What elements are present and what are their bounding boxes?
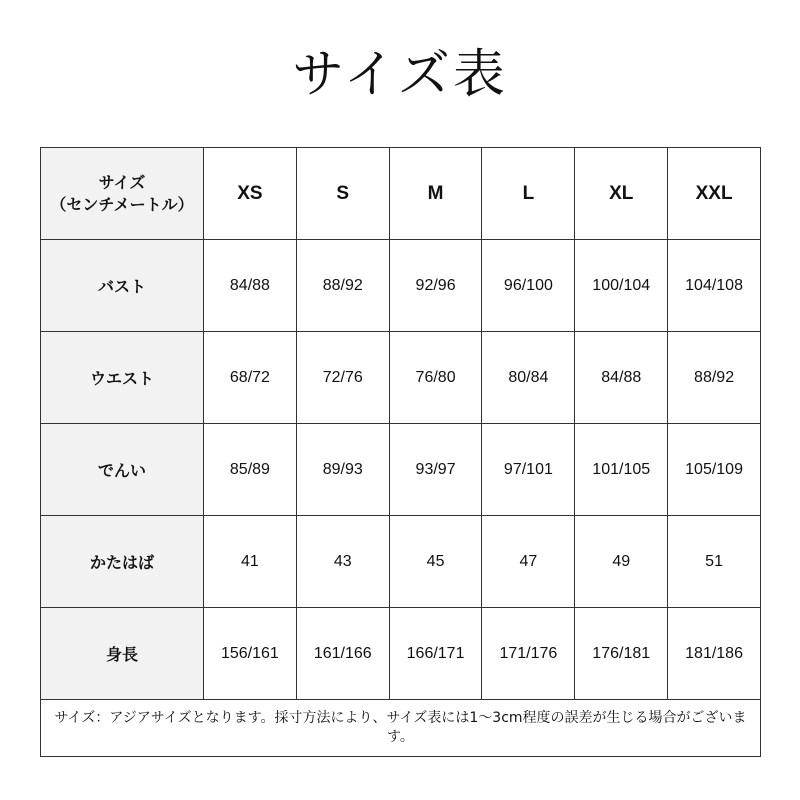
table-cell: 101/105 (575, 424, 668, 516)
table-cell: 104/108 (668, 240, 761, 332)
table-row-waist (41, 332, 761, 424)
table-cell: 76/80 (389, 332, 482, 424)
table-row-shoulder (41, 516, 761, 608)
size-header-s: S (296, 148, 389, 240)
table-cell: 51 (668, 516, 761, 608)
table-cell: 85/89 (204, 424, 297, 516)
table-cell: 84/88 (575, 332, 668, 424)
table-cell: 171/176 (482, 608, 575, 700)
table-cell: 156/161 (204, 608, 297, 700)
table-cell: 176/181 (575, 608, 668, 700)
table-cell: 96/100 (482, 240, 575, 332)
table-cell: 181/186 (668, 608, 761, 700)
table-cell: 105/109 (668, 424, 761, 516)
table-row-hip (41, 424, 761, 516)
table-cell: 161/166 (296, 608, 389, 700)
table-cell: 88/92 (668, 332, 761, 424)
row-label-shoulder: かたはば (41, 516, 204, 608)
table-cell: 88/92 (296, 240, 389, 332)
table-cell: 80/84 (482, 332, 575, 424)
size-header-xl: XL (575, 148, 668, 240)
table-cell: 97/101 (482, 424, 575, 516)
table-cell: 93/97 (389, 424, 482, 516)
table-cell: 89/93 (296, 424, 389, 516)
table-cell: 92/96 (389, 240, 482, 332)
table-note-row (41, 700, 761, 757)
table-row-bust (41, 240, 761, 332)
size-header-m: M (389, 148, 482, 240)
table-cell: 43 (296, 516, 389, 608)
corner-label-unit: （センチメートル） (50, 194, 194, 214)
row-label-bust: バスト (41, 240, 204, 332)
size-header-xxl: XXL (668, 148, 761, 240)
row-label-height: 身長 (41, 608, 204, 700)
table-cell: 84/88 (204, 240, 297, 332)
table-corner-cell (41, 148, 204, 240)
table-header-row (41, 148, 761, 240)
table-cell: 47 (482, 516, 575, 608)
table-cell: 49 (575, 516, 668, 608)
size-note: サイズ：アジアサイズとなります。採寸方法により、サイズ表には1～3cm程度の誤差が生じる場合がございます。 (41, 700, 761, 757)
table-row-height (41, 608, 761, 700)
table-cell: 72/76 (296, 332, 389, 424)
size-header-xs: XS (204, 148, 297, 240)
page-title: サイズ表 (292, 45, 508, 105)
size-chart-table (40, 147, 761, 757)
corner-label-size: サイズ (98, 172, 146, 192)
table-cell: 68/72 (204, 332, 297, 424)
table-cell: 166/171 (389, 608, 482, 700)
table-cell: 41 (204, 516, 297, 608)
row-label-waist: ウエスト (41, 332, 204, 424)
size-header-l: L (482, 148, 575, 240)
table-cell: 100/104 (575, 240, 668, 332)
table-cell: 45 (389, 516, 482, 608)
row-label-hip: でんい (41, 424, 204, 516)
